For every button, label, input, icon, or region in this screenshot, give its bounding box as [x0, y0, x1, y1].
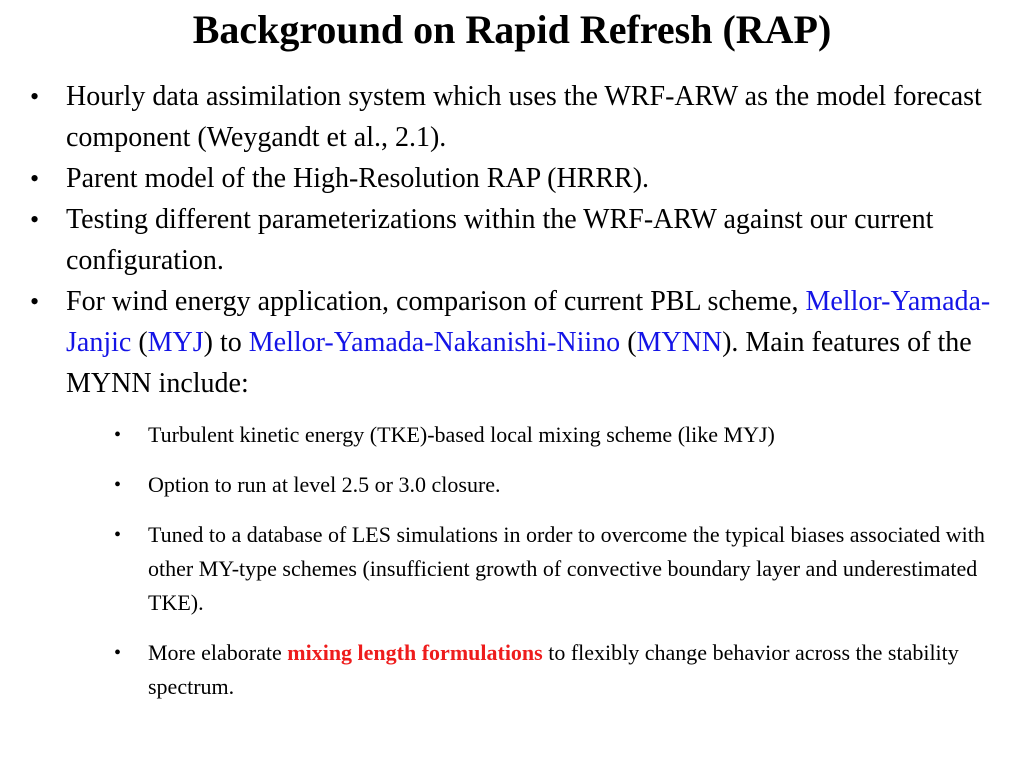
sub-bullet-text: Option to run at level 2.5 or 3.0 closure. [148, 472, 501, 497]
myj-abbrev: MYJ [147, 327, 204, 358]
sub-bullet-tke [112, 418, 992, 452]
sub-bullet-list [112, 418, 992, 720]
bullet-marker: • [30, 205, 40, 234]
sub-bullet-marker: • [114, 642, 122, 664]
bullet-marker: • [30, 164, 40, 193]
sub-bullet-text [148, 640, 959, 699]
main-bullet-list [24, 76, 1004, 404]
sub-bullet-text: Tuned to a database of LES simulations in order to overcome the typical biases associated with other MY-type schemes (insufficient growth of convective boundary layer and underestimated TKE). [148, 522, 985, 615]
bullet-item-parent-model [24, 158, 1004, 199]
bullet-marker: • [30, 287, 40, 316]
sub-bullet-mixing-length [112, 636, 992, 704]
sub-bullet-les-tuning [112, 518, 992, 620]
bullet-item-wind-energy [24, 281, 1004, 404]
bullet-text: Hourly data assimilation system which uses the WRF-ARW as the model forecast component (Weygandt et al., 2.1). [66, 81, 982, 153]
text-segment: For wind energy application, comparison of current PBL scheme, [66, 286, 806, 317]
bullet-item-hourly-assimilation [24, 76, 1004, 158]
highlight-mixing-length: mixing length formulations [287, 640, 543, 665]
text-segment: to flexibly change behavior across the stability spectrum. [148, 640, 959, 699]
sub-bullet-marker: • [114, 474, 122, 496]
sub-bullet-marker: • [114, 424, 122, 446]
bullet-text: Testing different parameterizations within the WRF-ARW against our current configuration. [66, 204, 934, 276]
slide-title: Background on Rapid Refresh (RAP) [192, 7, 832, 52]
bullet-item-testing-parameterizations [24, 199, 1004, 281]
myj-full-name: Mellor-Yamada-Janjic [66, 286, 991, 358]
bullet-marker: • [30, 82, 40, 111]
mynn-abbrev: MYNN [636, 327, 723, 358]
sub-bullet-closure-level [112, 468, 992, 502]
bullet-text: Parent model of the High-Resolution RAP (HRRR). [66, 163, 650, 194]
text-segment: ). Main features of the MYNN include: [66, 327, 972, 399]
text-segment: ( [620, 327, 637, 358]
sub-bullet-text: Turbulent kinetic energy (TKE)-based local mixing scheme (like MYJ) [148, 422, 775, 447]
bullet-text [66, 286, 990, 399]
mynn-full-name: Mellor-Yamada-Nakanishi-Niino [248, 327, 621, 358]
text-segment: More elaborate [148, 640, 288, 665]
sub-bullet-marker: • [114, 524, 122, 546]
text-segment: ( [131, 327, 148, 358]
text-segment: ) to [203, 327, 249, 358]
